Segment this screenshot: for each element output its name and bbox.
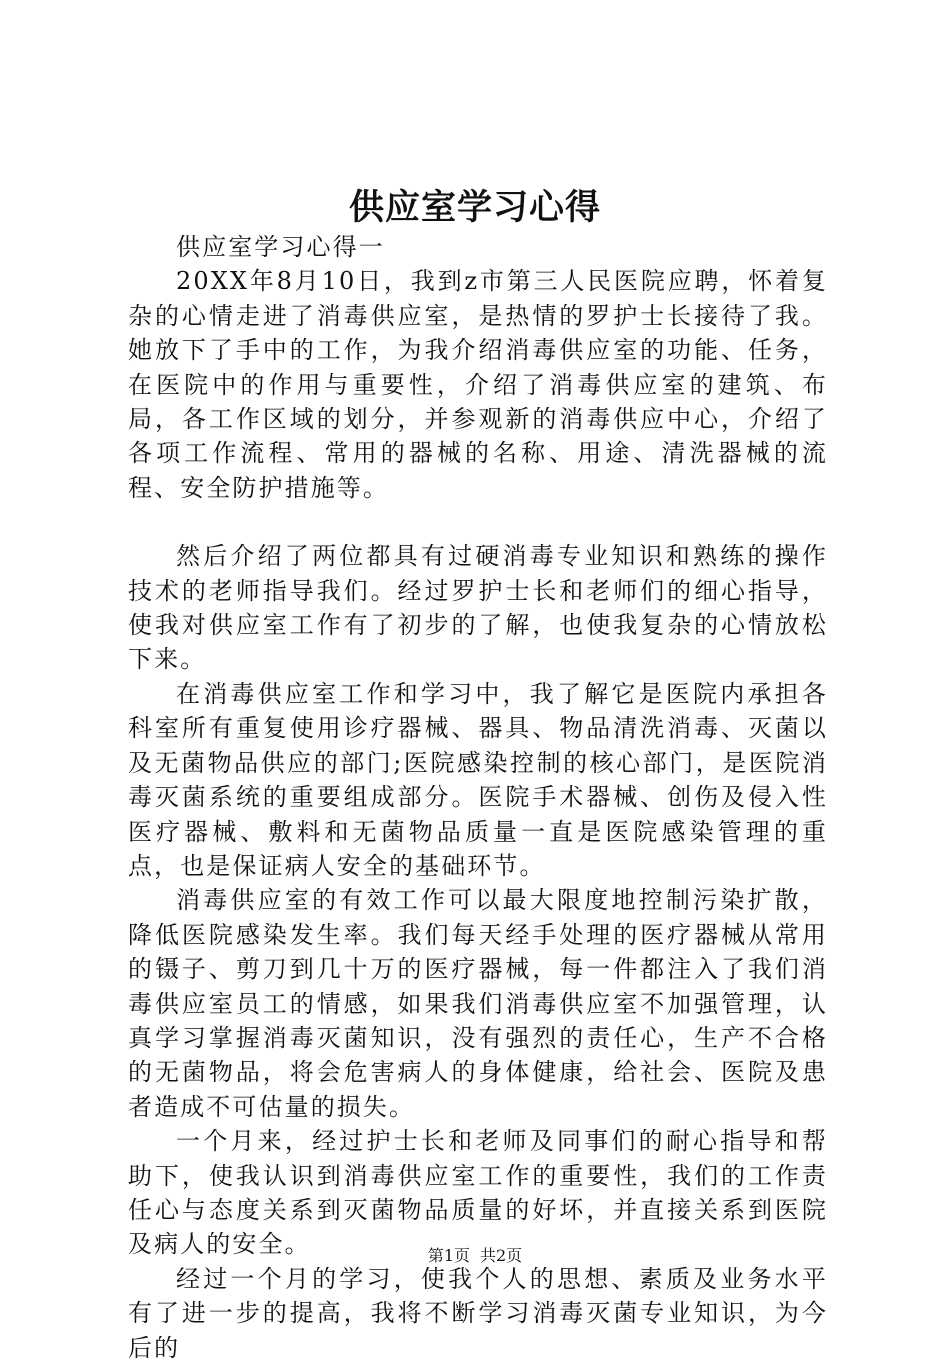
page-footer <box>0 1246 950 1266</box>
document-title: 供应室学习心得 <box>348 187 601 228</box>
section-subheading: 供应室学习心得一 <box>176 233 385 261</box>
paragraph-6: 经过一个月的学习，使我个人的思想、素质及业务水平有了进一步的提高，我将不断学习消毒灭菌专业知识，为今后的 <box>128 1264 828 1362</box>
paragraph-2: 然后介绍了两位都具有过硬消毒专业知识和熟练的操作技术的老师指导我们。经过罗护士长和老师们的细心指导，使我对供应室工作有了初步的了解，也使我复杂的心情放松下来。 <box>128 542 828 674</box>
page-total: 共2页 <box>480 1246 523 1265</box>
paragraph-1: 20XX年8月10日，我到z市第三人民医院应聘，怀着复杂的心情走进了消毒供应室，是热情的罗护士长接待了我。她放下了手中的工作，为我介绍消毒供应室的功能、任务，在医院中的作用与重要性，介绍了消毒供应室的建筑、布局，各工作区域的划分，并参观新的消毒供应中心，介绍了各项工作流程、常用的器械的名称、用途、清洗器械的流程、安全防护措施等。 <box>128 267 828 502</box>
page-number: 第1页 <box>427 1246 470 1265</box>
paragraph-4: 消毒供应室的有效工作可以最大限度地控制污染扩散，降低医院感染发生率。我们每天经手处理的医疗器械从常用的镊子、剪刀到几十万的医疗器械，每一件都注入了我们消毒供应室员工的情感，如果我们消毒供应室不加强管理，认真学习掌握消毒灭菌知识，没有强烈的责任心，生产不合格的无菌物品，将会危害病人的身体健康，给社会、医院及患者造成不可估量的损失。 <box>128 886 828 1121</box>
paragraph-5: 一个月来，经过护士长和老师及同事们的耐心指导和帮助下，使我认识到消毒供应室工作的重要性，我们的工作责任心与态度关系到灭菌物品质量的好坏，并直接关系到医院及病人的安全。 <box>128 1127 828 1259</box>
paragraph-3: 在消毒供应室工作和学习中，我了解它是医院内承担各科室所有重复使用诊疗器械、器具、物品清洗消毒、灭菌以及无菌物品供应的部门;医院感染控制的核心部门，是医院消毒灭菌系统的重要组成部分。医院手术器械、创伤及侵入性医疗器械、敷料和无菌物品质量一直是医院感染管理的重点，也是保证病人安全的基础环节。 <box>128 679 828 880</box>
document-body <box>128 230 828 1365</box>
